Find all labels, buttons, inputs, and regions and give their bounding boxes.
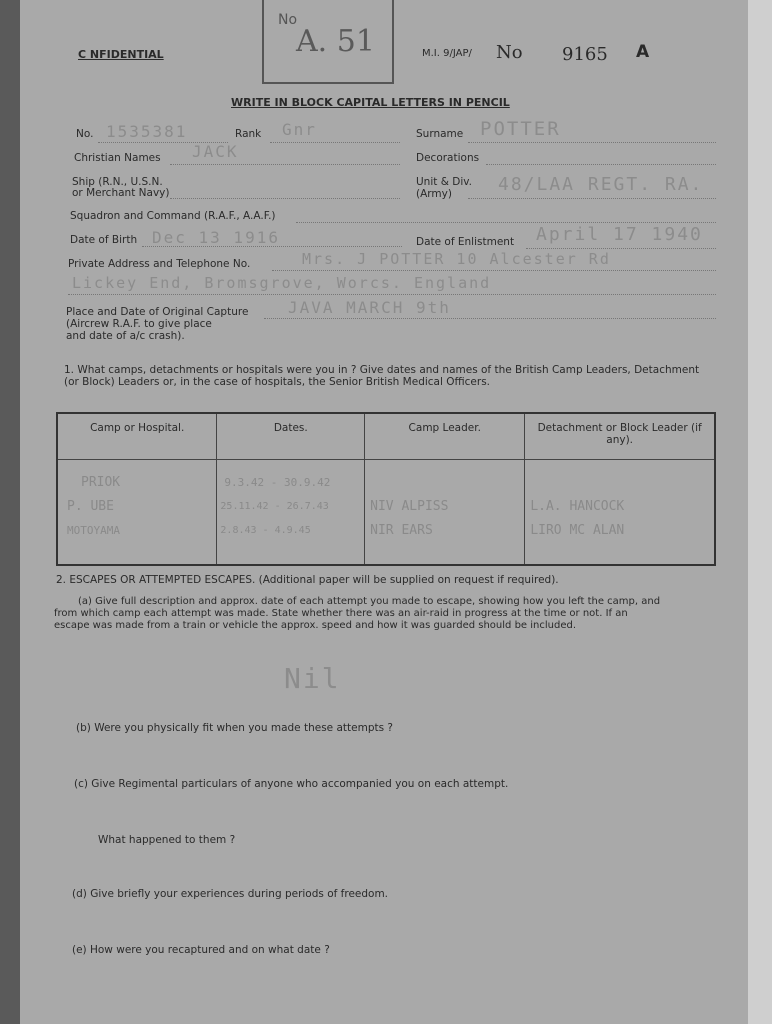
q2-c-2: What happened to them ? — [98, 834, 236, 846]
unit-label-1: Unit & Div. — [416, 176, 472, 188]
enlistment-value: April 17 1940 — [536, 224, 703, 245]
cell-leaders — [365, 460, 525, 566]
dob-value: Dec 13 1916 — [152, 228, 280, 247]
q2-d: (d) Give briefly your experiences during periods of freedom. — [72, 888, 389, 900]
instruction-heading: WRITE IN BLOCK CAPITAL LETTERS IN PENCIL — [231, 96, 510, 109]
next-page-edge — [748, 0, 772, 1024]
christian-names-value: JACK — [192, 142, 239, 161]
leader-row-3: NIR EARS — [370, 523, 433, 538]
address-value-1: Mrs. J POTTER 10 Alcester Rd — [302, 250, 611, 268]
camp-row-3: MOTOYAMA — [67, 524, 120, 537]
q2-b: (b) Were you physically fit when you made these attempts ? — [76, 722, 393, 734]
q2-title: 2. ESCAPES OR ATTEMPTED ESCAPES. (Additional paper will be supplied on request if required). — [56, 574, 559, 586]
detachment-row-1 — [526, 461, 713, 471]
capture-label-2: (Aircrew R.A.F. to give place — [66, 318, 212, 330]
col-camp: Camp or Hospital. — [57, 413, 217, 460]
surname-label: Surname — [416, 128, 464, 140]
col-camp-leader: Camp Leader. — [365, 413, 525, 460]
camps-table — [56, 412, 716, 566]
address-value-2: Lickey End, Bromsgrove, Worcs. England — [72, 274, 492, 292]
q2-a-3: escape was made from a train or vehicle the approx. speed and how it was guarded should be included. — [54, 620, 577, 631]
cell-detachment — [525, 460, 715, 566]
decorations-label: Decorations — [416, 152, 480, 164]
col-dates: Dates. — [217, 413, 365, 460]
series-letter: A — [636, 42, 650, 62]
stamp-mark: A. 51 — [296, 24, 375, 59]
capture-label-3: and date of a/c crash). — [66, 330, 185, 342]
binding-edge — [0, 0, 20, 1024]
leader-row-1 — [366, 461, 523, 471]
squadron-label: Squadron and Command (R.A.F., A.A.F.) — [70, 210, 276, 222]
stamp-box — [262, 0, 394, 84]
dates-row-2: 25.11.42 - 26.7.43 — [220, 501, 329, 512]
q2-e: (e) How were you recaptured and on what date ? — [72, 944, 330, 956]
form-page — [20, 0, 748, 1024]
rank-value: Gnr — [282, 120, 317, 139]
dates-row-3: 2.8.43 - 4.9.45 — [220, 525, 311, 536]
cell-camps — [57, 460, 217, 566]
stamp-no: No — [278, 12, 298, 28]
enlistment-label: Date of Enlistment — [416, 236, 515, 248]
q2-a-2: from which camp each attempt was made. State whether there was an air-raid in progress at the time or not. If an — [54, 608, 628, 619]
escape-answer: Nil — [284, 662, 341, 695]
no-label: No — [496, 42, 523, 63]
unit-value: 48/LAA REGT. RA. — [498, 174, 704, 195]
q2-a-1: (a) Give full description and approx. date of each attempt you made to escape, showing how you left the camp, and — [78, 596, 661, 607]
detachment-row-2: L.A. HANCOCK — [530, 499, 625, 514]
address-label: Private Address and Telephone No. — [68, 258, 251, 270]
serial-number: 9165 — [562, 44, 608, 65]
dates-row-1: 9.3.42 - 30.9.42 — [224, 476, 331, 489]
q2-c: (c) Give Regimental particulars of anyone who accompanied you on each attempt. — [74, 778, 509, 790]
form-code: M.I. 9/JAP/ — [422, 48, 472, 59]
no-value: 1535381 — [106, 122, 188, 141]
ship-label-1: Ship (R.N., U.S.N. — [72, 176, 163, 188]
cell-dates — [217, 460, 365, 566]
ship-label-2: or Merchant Navy) — [72, 187, 170, 199]
surname-value: POTTER — [480, 118, 561, 140]
camp-row-1: PRIOK — [81, 475, 121, 490]
q1-text-2: (or Block) Leaders or, in the case of hospitals, the Senior British Medical Officers. — [64, 376, 491, 388]
unit-label-2: (Army) — [416, 188, 452, 200]
col-detachment-leader: Detachment or Block Leader (if any). — [525, 413, 715, 460]
q1-text-1: 1. What camps, detachments or hospitals were you in ? Give dates and names of the British Camp Leaders, Detachment — [64, 364, 700, 376]
no-label-field: No. — [76, 128, 94, 140]
camp-row-2: P. UBE — [67, 499, 114, 514]
dob-label: Date of Birth — [70, 234, 138, 246]
capture-value: JAVA MARCH 9th — [288, 298, 451, 317]
detachment-row-3: LIRO MC ALAN — [530, 523, 625, 538]
rank-label: Rank — [235, 128, 262, 140]
capture-label-1: Place and Date of Original Capture — [66, 306, 249, 318]
classification: C NFIDENTIAL — [78, 48, 164, 61]
christian-names-label: Christian Names — [74, 152, 161, 164]
leader-row-2: NIV ALPISS — [370, 499, 449, 514]
